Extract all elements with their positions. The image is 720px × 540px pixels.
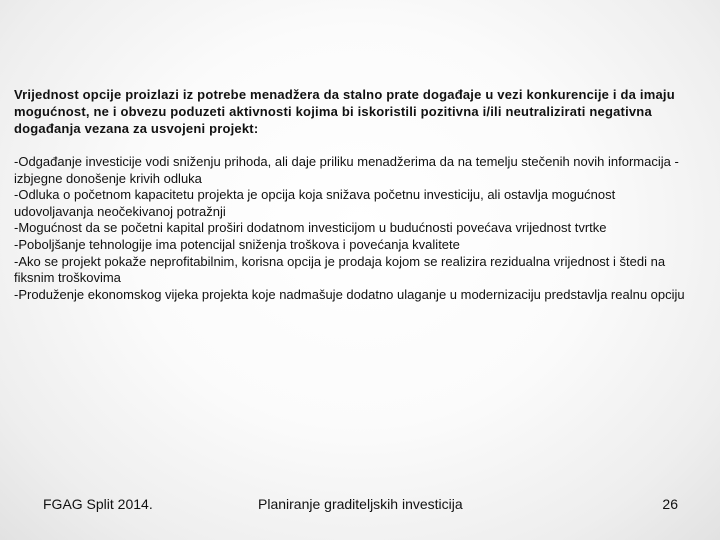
footer-course-title: Planiranje graditeljskih investicija [258, 496, 463, 512]
bullet-item: -Ako se projekt pokaže neprofitabilnim, korisna opcija je prodaja kojom se realizira rezidualna vrijednost i štedi na fiksnim troškovima [14, 253, 666, 286]
page-number: 26 [662, 496, 678, 512]
footer-institution: FGAG Split 2014. [43, 496, 153, 512]
bullet-item: -Poboljšanje tehnologije ima potencijal sniženja troškova i povećanja kvalitete [14, 236, 460, 252]
bullet-item: -Mogućnost da se početni kapital proširi dodatnom investicijom u budućnosti povećava vrijednost tvrtke [14, 220, 607, 236]
bullet-item: -Odluka o početnom kapacitetu projekta je opcija koja snižava početnu investiciju, ali ostavlja mogućnost udovoljavanja neočekivanoj potražnji [14, 187, 616, 219]
bullet-list [14, 154, 696, 303]
intro-paragraph: Vrijednost opcije proizlazi iz potrebe menadžera da stalno prate događaje u vezi konkurencije i da imaju mogućnost, ne i obvezu poduzeti aktivnosti kojima bi iskoristili pozitivna i/ili neutralizirati negativna događanja vezana za usvojeni projekt: [14, 87, 675, 136]
bullet-item: -Produženje ekonomskog vijeka projekta koje nadmašuje dodatno ulaganje u modernizaciju predstavlja realnu opciju [14, 286, 685, 302]
bullet-item: -Odgađanje investicije vodi sniženju prihoda, ali daje priliku menadžerima da na temelju stečenih novih informacija -izbjegne donošenje krivih odluka [14, 154, 679, 186]
